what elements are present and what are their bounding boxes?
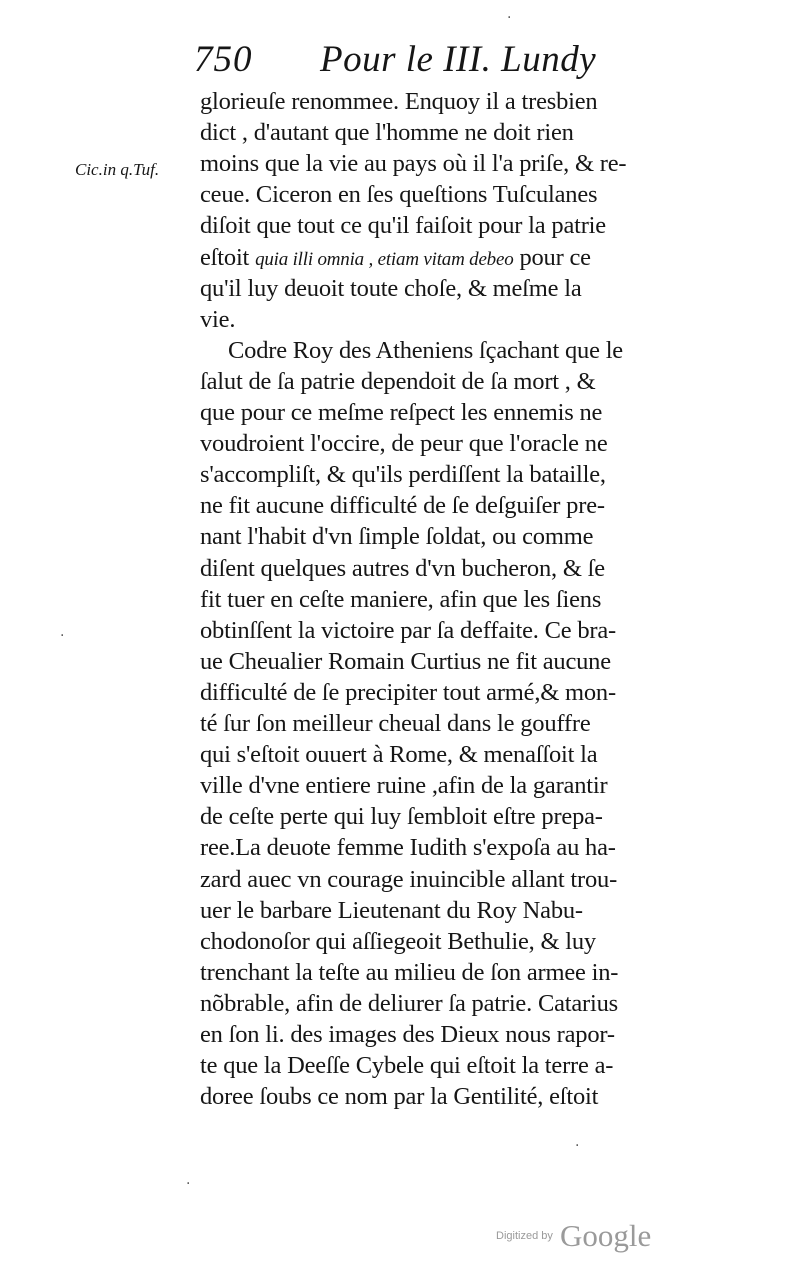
text-line: que pour ce meſme reſpect les ennemis ne (200, 399, 603, 426)
text-line: nant l'habit d'vn ſimple ſoldat, ou comme (200, 523, 594, 551)
text-line: ceue. Ciceron en ſes queſtions Tuſculanes (200, 181, 598, 209)
ink-speck: · (60, 628, 65, 644)
running-head: Pour le III. Lundy (320, 39, 597, 80)
ink-speck: · (186, 1176, 191, 1192)
text-line: dict , d'autant que l'homme ne doit rien (200, 119, 574, 147)
text-line: ſalut de ſa patrie dependoit de ſa mort , & (200, 367, 596, 395)
text-line: uer le barbare Lieutenant du Roy Nabu- (200, 896, 583, 924)
text-line: vie. (200, 305, 236, 333)
latin-quotation: quia illi omnia , etiam vitam debeo (255, 248, 514, 270)
text-line-roman: pour ce (513, 243, 591, 271)
watermark-prefix: Digitized by (496, 1230, 553, 1242)
text-line: voudroient l'occire, de peur que l'oracle ne (200, 430, 608, 458)
text-line: glorieuſe renommee. Enquoy il a tresbien (200, 88, 598, 115)
text-line: te que la Deeſſe Cybele qui eſtoit la terre a- (200, 1052, 614, 1080)
text-line: qui s'eſtoit ouuert à Rome, & menaſſoit la (200, 741, 598, 769)
text-line: obtinſſent la victoire par ſa deffaite. Ce bra- (200, 616, 617, 644)
text-line: difficulté de ſe precipiter tout armé,& mon- (200, 678, 616, 706)
text-line: qu'il luy deuoit toute choſe, & meſme la (200, 274, 582, 302)
text-line: nõbrable, afin de deliurer ſa patrie. Catarius (200, 989, 619, 1017)
text-line: trenchant la teſte au milieu de ſon armee in- (200, 958, 619, 986)
ink-speck: · (507, 10, 512, 26)
text-line: chodonoſor qui aſſiegeoit Bethulie, & luy (200, 927, 596, 955)
text-line: fit tuer en ceſte maniere, afin que les ſiens (200, 585, 602, 613)
ink-speck: · (575, 1138, 580, 1154)
digitized-by-google-watermark (496, 1218, 651, 1254)
google-logo: Google (559, 1218, 652, 1253)
text-line: té ſur ſon meilleur cheual dans le gouffre (200, 710, 591, 737)
text-line: Codre Roy des Atheniens ſçachant que le (228, 336, 623, 364)
text-line: s'accompliſt, & qu'ils perdiſſent la bataille, (200, 461, 606, 489)
text-line: ne fit aucune difficulté de ſe deſguiſer pre- (200, 492, 605, 520)
text-line: ue Cheualier Romain Curtius ne fit aucune (200, 647, 611, 675)
text-line (200, 242, 591, 273)
text-line: de ceſte perte qui luy ſembloit eſtre prepa- (200, 803, 603, 831)
text-line: doree ſoubs ce nom par la Gentilité, eſtoit (200, 1083, 599, 1111)
text-line: diſoit que tout ce qu'il faiſoit pour la patrie (200, 212, 606, 240)
margin-note: Cic.in q.Tuf. (75, 160, 160, 179)
text-line: moins que la vie au pays où il l'a priſe, & re- (200, 150, 627, 178)
page-number: 750 (194, 39, 253, 80)
text-line: zard auec vn courage inuincible allant trou- (200, 865, 618, 893)
text-line: ville d'vne entiere ruine ,afin de la garantir (200, 772, 608, 800)
text-line: en ſon li. des images des Dieux nous rapor- (200, 1021, 615, 1048)
text-line-roman: eſtoit (200, 243, 256, 271)
text-line: ree.La deuote femme Iudith s'expoſa au ha- (200, 834, 616, 862)
text-line: diſent quelques autres d'vn bucheron, & ſe (200, 554, 605, 582)
